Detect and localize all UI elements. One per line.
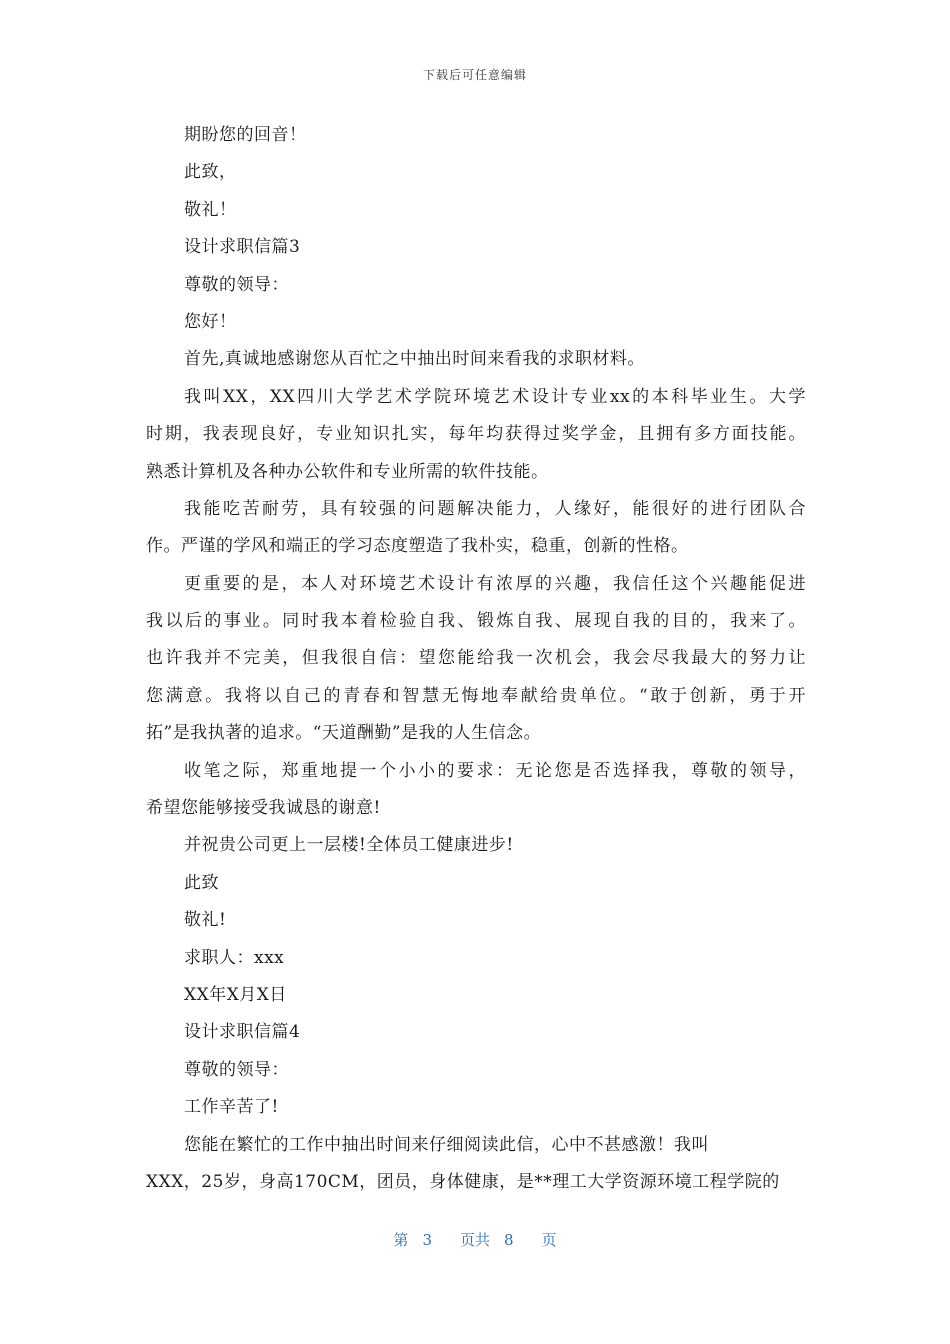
paragraph-line: 时期，我表现良好，专业知识扎实，每年均获得过奖学金，且拥有多方面技能。 (146, 424, 806, 445)
total-page-count: 8 (504, 1231, 514, 1249)
paragraph-line: 敬礼！ (184, 199, 237, 220)
salutation: 尊敬的领导： (184, 274, 289, 295)
section-heading: 设计求职信篇4 (184, 1022, 301, 1043)
footer-middle: 页共 (459, 1231, 490, 1249)
paragraph-line: 我以后的事业。同时我本着检验自我、锻炼自我、展现自我的目的，我来了。 (146, 611, 806, 632)
paragraph-line: 并祝贵公司更上一层楼!全体员工健康进步! (184, 835, 514, 856)
paragraph-line: 我能吃苦耐劳，具有较强的问题解决能力，人缘好，能很好的进行团队合 (184, 498, 806, 519)
date-line: XX年X月X日 (184, 984, 287, 1005)
paragraph-line: 此致 (184, 872, 219, 893)
paragraph-line: 作。严谨的学风和端正的学习态度塑造了我朴实，稳重，创新的性格。 (146, 536, 689, 557)
document-body (146, 117, 806, 1201)
paragraph-line: XXX，25岁，身高170CM，团员，身体健康，是**理工大学资源环境工程学院的 (146, 1171, 780, 1192)
paragraph-line: 此致， (184, 162, 237, 183)
paragraph-line: 敬礼! (184, 910, 227, 931)
paragraph-line: 我叫XX，XX四川大学艺术学院环境艺术设计专业xx的本科毕业生。大学 (184, 386, 806, 407)
salutation: 尊敬的领导： (184, 1059, 289, 1080)
greeting: 您好！ (184, 311, 237, 332)
paragraph-line: 熟悉计算机及各种办公软件和专业所需的软件技能。 (146, 461, 549, 482)
paragraph-line: 希望您能够接受我诚恳的谢意! (146, 798, 381, 819)
paragraph-line: 首先,真诚地感谢您从百忙之中抽出时间来看我的求职材料。 (184, 349, 645, 370)
section-heading: 设计求职信篇3 (184, 237, 301, 258)
current-page-number: 3 (422, 1231, 432, 1249)
signature-line: 求职人：xxx (184, 947, 285, 968)
paragraph-line: 您满意。我将以自己的青春和智慧无悔地奉献给贵单位。“敢于创新，勇于开 (146, 685, 806, 706)
page-footer (0, 1229, 950, 1250)
footer-prefix: 第 (393, 1231, 409, 1249)
paragraph-line: 更重要的是，本人对环境艺术设计有浓厚的兴趣，我信任这个兴趣能促进 (184, 573, 806, 594)
paragraph-line: 您能在繁忙的工作中抽出时间来仔细阅读此信，心中不甚感激！我叫 (184, 1134, 709, 1155)
paragraph-line: 收笔之际，郑重地提一个小小的要求：无论您是否选择我，尊敬的领导， (184, 760, 806, 781)
greeting: 工作辛苦了! (184, 1097, 279, 1118)
paragraph-line: 拓”是我执著的追求。“天道酬勤”是我的人生信念。 (146, 723, 542, 744)
paragraph-line: 期盼您的回音！ (184, 125, 307, 145)
footer-suffix: 页 (541, 1231, 557, 1249)
paragraph-line: 也许我并不完美，但我很自信：望您能给我一次机会，我会尽我最大的努力让 (146, 648, 806, 669)
page-header: 下载后可任意编辑 (422, 68, 527, 82)
